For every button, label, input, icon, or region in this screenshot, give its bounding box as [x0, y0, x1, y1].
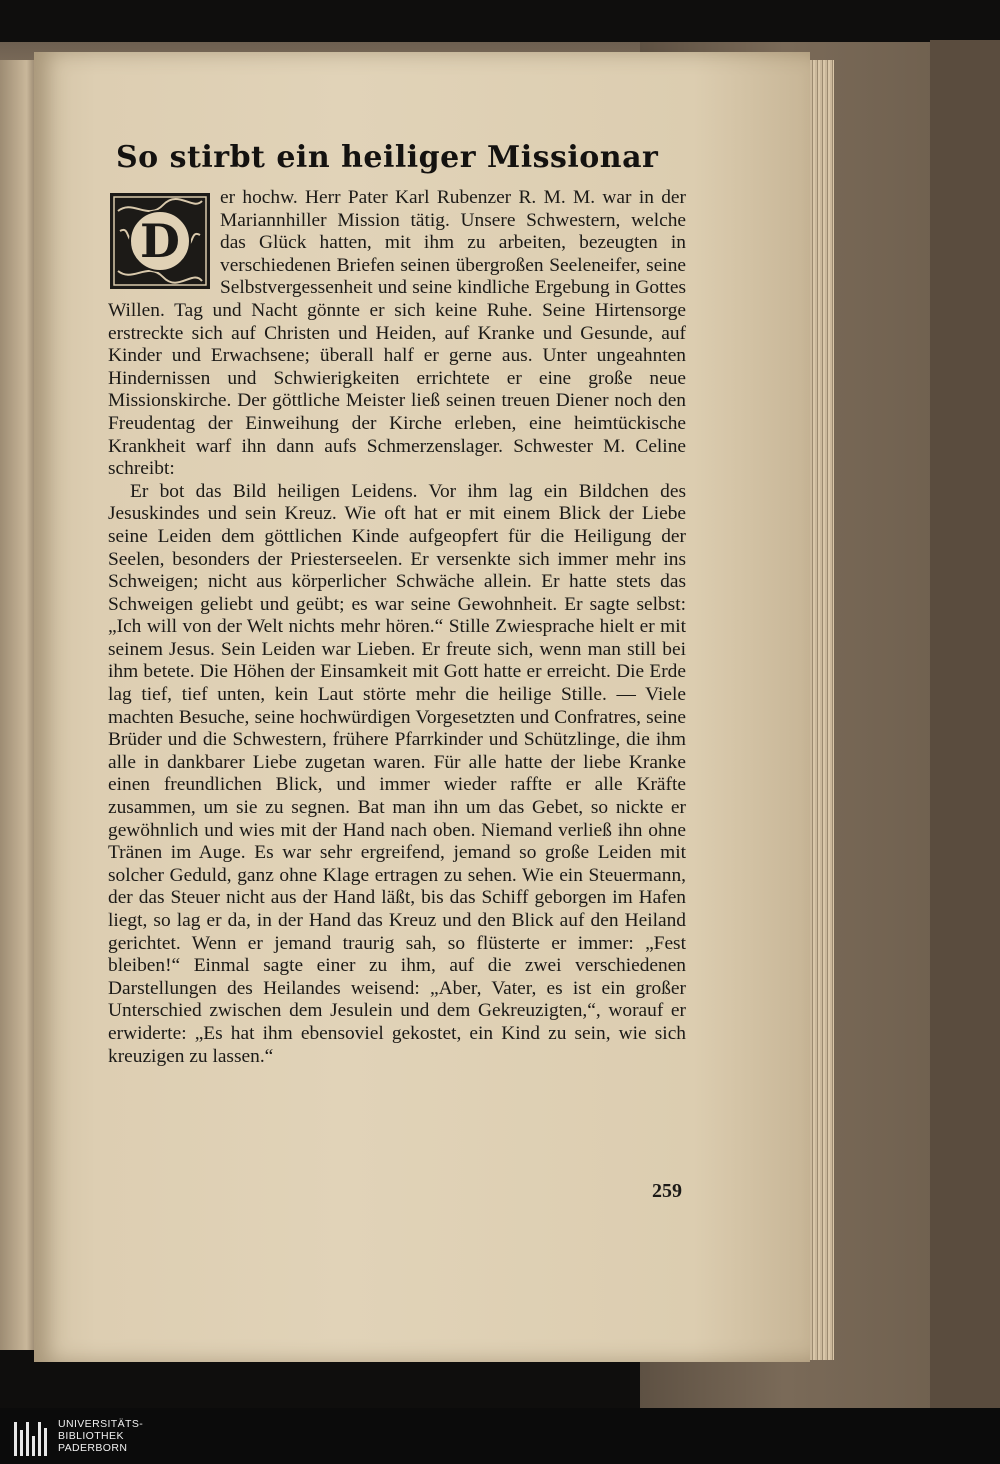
footer-bar — [0, 1408, 1000, 1464]
left-page-edge — [0, 60, 38, 1350]
page-number: 259 — [652, 1180, 682, 1202]
ornamental-dropcap — [108, 191, 212, 291]
paragraph-2: Er bot das Bild heiligen Leidens. Vor ihm lag ein Bildchen des Jesuskindes und sein Kreuz. Wie oft hat er mit einem Blick der Liebe seine Leiden dem göttlichen Kinde aufgeopfert für die Heiligung der Seelen, besonders der Priesterseelen. Er versenkte sich immer mehr ins Schweigen; nicht aus körperlicher Schwäche allein. Er hatte stets das Schweigen geliebt und geübt; es war seine Gewohnheit. Er sagte selbst: „Ich will von der Welt nichts mehr hören.“ Stille Zwiesprache hielt er mit seinem Jesus. Sein Leiden war Lieben. Er freute sich, wenn man still bei ihm betete. Die Höhen der Einsamkeit mit Gott hatte er erreicht. Die Erde lag tief, tief unten, kein Laut störte mehr die heilige Stille. — Viele machten Besuche, seine hochwürdigen Vorgesetzten und Confratres, seine Brüder und die Schwestern, frühere Pfarrkinder und Schützlinge, die ihm alle in dankbarer Liebe zugetan waren. Für alle hatte der liebe Kranke einen freundlichen Blick, und immer wieder raffte er alle Kräfte zusammen, um sie zu segnen. Bat man ihn um das Gebet, so nickte er gewöhnlich und wies mit der Hand nach oben. Niemand verließ ihn ohne Tränen im Auge. Es war sehr ergreifend, jemand so große Leiden mit solcher Geduld, ganz ohne Klage ertragen zu sehen. Wie ein Steuermann, der das Steuer nicht aus der Hand läßt, bis das Schiff geborgen im Hafen liegt, so lag er da, in der Hand das Kreuz und den Blick auf den Heiland gerichtet. Wenn er jemand traurig sah, so flüsterte er immer: „Fest bleiben!“ Einmal sagte einer zu ihm, auf die zwei verschiedenen Darstellungen des Heilandes weisend: „Aber, Vater, es ist ein großer Unterschied zwischen dem Jesulein und dem Gekreuzigten,“, worauf er erwiderte: „Es hat ihm ebensoviel gekostet, ein Kind zu sein, wie sich kreuzigen zu lassen.“ — [108, 480, 686, 1067]
logo-line-3: PADERBORN — [58, 1442, 128, 1454]
article-body — [108, 187, 686, 1068]
dropcap-letter: D — [140, 214, 180, 268]
article-title: So stirbt ein heiliger Missionar — [116, 140, 659, 175]
library-logo-icon — [14, 1422, 48, 1456]
page-content — [108, 140, 686, 1068]
dropcap-ornament-icon — [108, 191, 212, 291]
logo-line-2: BIBLIOTHEK — [58, 1430, 124, 1442]
book-cover-spine-edge — [930, 40, 1000, 1410]
logo-line-1: UNIVERSITÄTS- — [58, 1418, 144, 1430]
library-logo-text — [58, 1418, 143, 1454]
paragraph-1: er hochw. Herr Pater Karl Rubenzer R. M. M. war in der Mariannhiller Mission tätig. Unsere Schwestern, welche das Glück hatten, mit ihm zu arbeiten, bezeugten in verschiedenen Briefen seinen übergroßen Seeleneifer, seine Selbstvergessenheit und seine kindliche Ergebung in Gottes Willen. Tag und Nacht gönnte er sich keine Ruhe. Seine Hirtensorge erstreckte sich auf Christen und Heiden, auf Kranke und Gesunde, auf Kinder und Erwachsene; überall half er gerne aus. Unter ungeahnten Hindernissen und Schwierigkeiten errichtete er eine große neue Missionskirche. Der göttliche Meister ließ seinen treuen Diener noch den Freudentag der Einweihung der Kirche erleben, eine heimtückische Krankheit warf ihn dann aufs Schmerzenslager. Schwester M. Celine schreibt: — [108, 187, 686, 480]
